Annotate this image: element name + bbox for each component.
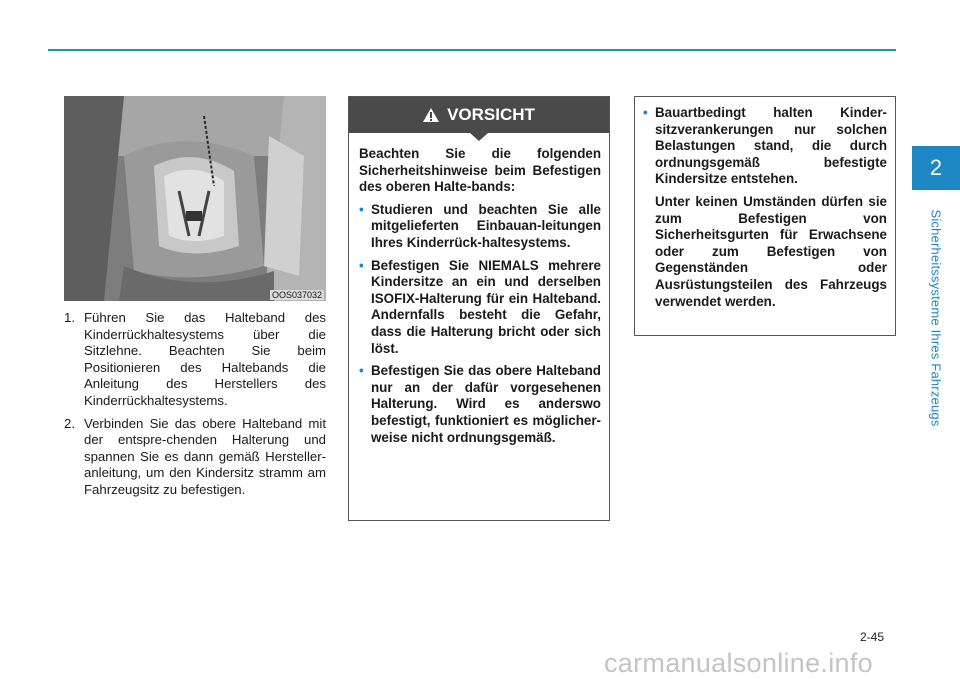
chapter-title: Sicherheitssysteme Ihres Fahrzeugs — [928, 209, 944, 427]
step-item — [64, 310, 326, 410]
continuation-bullet — [643, 105, 887, 188]
step-number: 1. — [64, 310, 75, 325]
caution-body — [349, 137, 609, 446]
step-number: 2. — [64, 415, 75, 431]
continuation-bullet-text: Bauartbedingt halten Kinder-sitzverankerungen nur solchen Belastungen stand, die durch ordnungsgemäß befestigte Kindersitze entstehen. — [655, 105, 887, 187]
step-text: Verbinden Sie das obere Halteband mit der entspre-chenden Halterung und spannen Sie es dann gemäß Hersteller-anleitung, um den Kindersitz stramm am Fahrzeugsitz zu befestigen. — [84, 415, 326, 497]
bullet-dot-icon: • — [359, 363, 364, 379]
image-code: OOS037032 — [271, 290, 322, 300]
caution-bullet-text: Befestigen Sie NIEMALS mehrere Kindersitze an ein und derselben ISOFIX-Halterung für ein Halteband. Andernfalls besteht die Gefahr, dass die Halterung bricht oder sich löst. — [371, 257, 601, 356]
caution-bullet-text: Befestigen Sie das obere Halteband nur an der dafür vorgesehenen Halterung. Wird es anderswo befestigt, funktioniert es möglicher-weise nicht ordnungsgemäß. — [371, 363, 601, 445]
continuation-paragraph: Unter keinen Umständen dürfen sie zum Befestigen von Sicherheitsgurten für Erwachsene oder zum Befestigen von Gegenständen oder Ausrüstungsteilen des Fahrzeugs verwendet werden. — [655, 193, 887, 309]
caution-bullet — [359, 363, 601, 446]
step-text: Führen Sie das Halteband des Kinderrückhaltesystems über die Sitzlehne. Beachten Sie beim Positionieren des Haltebands die Anleitung des Herstellers des Kinderrückhaltesystems. — [84, 310, 326, 408]
chapter-number-tab — [912, 146, 960, 190]
warning-triangle-icon — [423, 108, 439, 122]
caution-header — [349, 97, 609, 133]
chapter-number: 2 — [929, 155, 943, 180]
caution-box — [348, 96, 610, 521]
header-rule — [48, 49, 896, 51]
bullet-dot-icon: • — [359, 257, 364, 273]
instruction-steps — [64, 310, 326, 505]
child-seat-illustration — [64, 96, 326, 301]
caution-pointer — [470, 133, 488, 141]
child-seat-photo — [64, 96, 326, 301]
caution-bullet-text: Studieren und beachten Sie alle mitgelieferten Einbauan-leitungen Ihres Kinderrück-haltesystems. — [371, 201, 601, 250]
caution-bullet — [359, 202, 601, 252]
bullet-dot-icon: • — [643, 105, 648, 120]
caution-continuation-box — [634, 96, 896, 336]
watermark-text: carmanualsonline.info — [604, 648, 873, 678]
page-number: 2-45 — [860, 630, 885, 644]
step-item — [64, 416, 326, 499]
caution-bullet — [359, 258, 601, 358]
caution-title: VORSICHT — [447, 105, 535, 124]
bullet-dot-icon: • — [359, 201, 364, 217]
caution-intro: Beachten Sie die folgenden Sicherheitshinweise beim Befestigen des oberen Halte-bands: — [359, 146, 601, 195]
